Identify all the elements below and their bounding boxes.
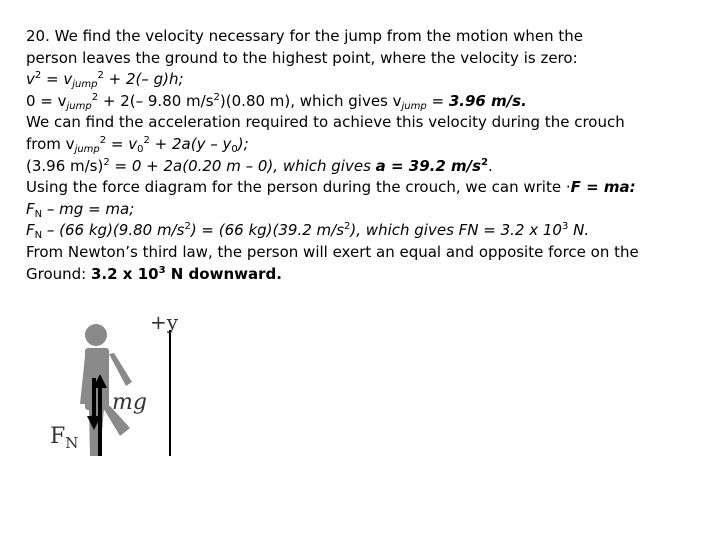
solution-text: [26, 26, 706, 285]
equation-line-10: $F_N - (66$ kg)(9.80 $m/s^2) = (66$ kg)(39.2 $m/s^2$), which gives FN = 3.2 x $10^3$ N.: [26, 221, 590, 242]
equation-line-9: $F_N$ – mg = ma;: [26, 199, 135, 220]
equation-line-3: $v^2 = v_{jump}^2 + 2(-$ g)h;: [26, 70, 184, 91]
equation-line-6: from $v_{jump}^2 = v_0^2 + 2a(y - y_0)$;: [26, 134, 249, 155]
solution-line-2: person leaves the ground to the highest point, where the velocity is zero:: [26, 48, 578, 67]
equation-line-7: (3.96 m/s)$^2$ = 0 + 2a(0.20 m – 0), which gives a = 39.2 $m/s^2$.: [26, 156, 493, 175]
fn-label: $F_N$: [50, 424, 79, 452]
mg-label: mg: [112, 390, 147, 415]
equation-line-4: $0 = v_{jump}^2 + 2(-$ 9.80 $m/s^2)(0.80$ m), which gives $v_{jump} = 3.96$ m/s.: [26, 91, 527, 112]
solution-line-11: From Newton’s third law, the person will exert an equal and opposite force on the: [26, 242, 639, 261]
force-diagram: [40, 308, 200, 468]
solution-line-1: 20. We find the velocity necessary for the jump from the motion when the: [26, 27, 584, 45]
y-axis-label: +y: [150, 310, 179, 334]
solution-line-5: We can find the acceleration required to achieve this velocity during the crouch: [26, 113, 625, 132]
solution-line-8: Using the force diagram for the person during the crouch, we can write ·F = ma:: [26, 178, 636, 197]
answer-line-12: Ground: 3.2 x $10^3$ N downward.: [26, 264, 282, 283]
